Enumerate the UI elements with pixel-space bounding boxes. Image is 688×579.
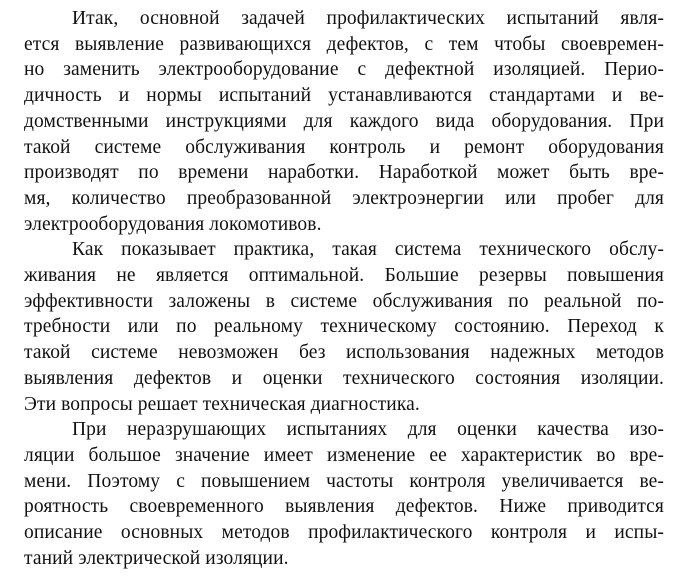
paragraph-3 bbox=[24, 417, 664, 571]
text-line: требности или по реальному техническому состоянию. Переход к bbox=[24, 316, 664, 338]
text-line: производят по времени наработки. Наработкой может быть вре- bbox=[24, 162, 664, 184]
text-line: описание основных методов профилактического контроля и испы- bbox=[24, 522, 664, 544]
text-line: ляции большое значение имеет изменение ее характеристик во вре- bbox=[24, 444, 664, 466]
text-line: Как показывает практика, такая система технического обслу- bbox=[72, 239, 664, 261]
text-line: Эти вопросы решает техническая диагностика. bbox=[24, 393, 420, 415]
text-line: роятность своевременного выявления дефектов. Ниже приводится bbox=[24, 496, 664, 518]
text-line: эффективности заложены в системе обслуживания по реальной по- bbox=[24, 290, 664, 312]
text-line: такой системе обслуживания контроль и ремонт оборудования bbox=[24, 136, 664, 158]
text-line: электрооборудования локомотивов. bbox=[24, 213, 322, 235]
text-line: Итак, основной задачей профилактических испытаний явля- bbox=[72, 8, 664, 29]
paragraph-2 bbox=[24, 237, 664, 417]
text-line: мя, количество преобразованной электроэнергии или пробег для bbox=[24, 187, 664, 209]
text-line: домственными инструкциями для каждого вида оборудования. При bbox=[24, 110, 664, 132]
document-page bbox=[24, 6, 664, 571]
paragraph-1 bbox=[24, 6, 664, 237]
text-line: живания не является оптимальной. Большие резервы повышения bbox=[24, 265, 664, 287]
text-line: выявления дефектов и оценки технического состояния изоляции. bbox=[24, 367, 664, 389]
text-line: При неразрушающих испытаниях для оценки качества изо- bbox=[72, 419, 664, 441]
text-line: но заменить электрооборудование с дефектной изоляцией. Перио- bbox=[24, 59, 664, 81]
text-line: таний электрической изоляции. bbox=[24, 547, 289, 569]
text-line: ется выявление развивающихся дефектов, с тем чтобы своевремен- bbox=[24, 33, 664, 55]
text-line: такой системе невозможен без использования надежных методов bbox=[24, 342, 664, 364]
text-line: мени. Поэтому с повышением частоты контроля увеличивается ве- bbox=[24, 470, 664, 492]
text-line: дичность и нормы испытаний устанавливаются стандартами и ве- bbox=[24, 85, 664, 107]
